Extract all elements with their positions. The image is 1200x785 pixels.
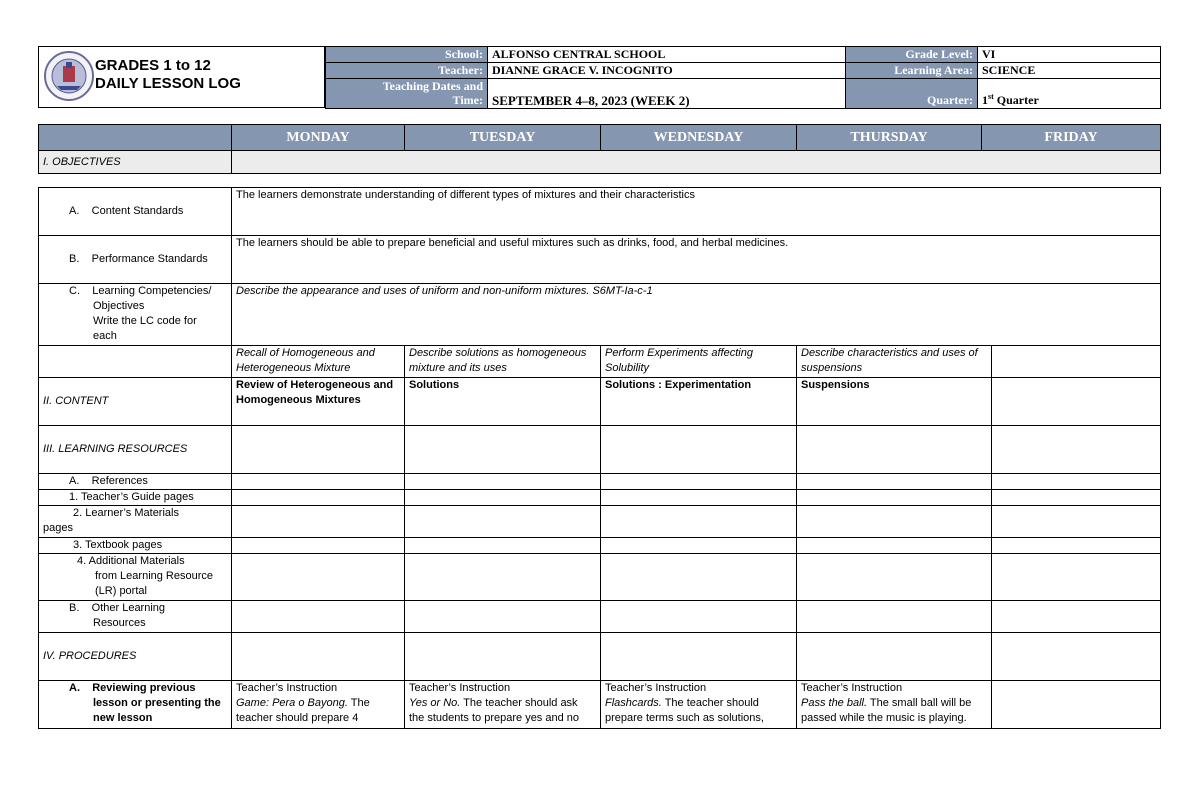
- teachers-guide-row: [39, 490, 1161, 506]
- content-label: II. CONTENT: [39, 378, 232, 426]
- reviewing-wednesday: Teacher’s Instruction Flashcards. The teacher should prepare terms such as solutions,: [601, 681, 797, 729]
- content-standards-text: The learners demonstrate understanding of different types of mixtures and their characteristics: [232, 188, 1161, 236]
- additional-materials-label: 4. Additional Materials from Learning Resource (LR) portal: [39, 554, 232, 601]
- objective-wednesday: Perform Experiments affecting Solubility: [601, 346, 797, 378]
- reviewing-thursday: Teacher’s Instruction Pass the ball. The small ball will be passed while the music is playing.: [797, 681, 992, 729]
- content-standards-row: [39, 188, 1161, 236]
- header-info-table: [325, 46, 1161, 109]
- title-line-2: DAILY LESSON LOG: [95, 75, 241, 92]
- title-block: [38, 46, 325, 108]
- learners-materials-row: [39, 506, 1161, 538]
- reviewing-friday: [992, 681, 1161, 729]
- competencies-label: C. Learning Competencies/ Objectives Write the LC code for each: [39, 284, 232, 346]
- objective-tuesday: Describe solutions as homogeneous mixture and its uses: [405, 346, 601, 378]
- day-wednesday: WEDNESDAY: [601, 125, 797, 151]
- quarter-label: Quarter:: [846, 79, 978, 109]
- dates-label: [326, 79, 488, 109]
- learning-area-label: Learning Area:: [846, 63, 978, 79]
- objective-monday: Recall of Homogeneous and Heterogeneous Mixture: [232, 346, 405, 378]
- daily-objectives-row: [39, 346, 1161, 378]
- school-label: School:: [326, 47, 488, 63]
- daily-objectives-label: [39, 346, 232, 378]
- content-row: [39, 378, 1161, 426]
- competencies-text: Describe the appearance and uses of uniform and non-uniform mixtures. S6MT-Ia-c-1: [232, 284, 1161, 346]
- objective-thursday: Describe characteristics and uses of suspensions: [797, 346, 992, 378]
- quarter-value: 1st Quarter: [978, 79, 1161, 109]
- learning-resources-label: III. LEARNING RESOURCES: [39, 426, 232, 474]
- dates-label-line-2: Time:: [452, 93, 483, 107]
- content-thursday: Suspensions: [797, 378, 992, 426]
- procedures-label: IV. PROCEDURES: [39, 633, 232, 681]
- competencies-row: [39, 284, 1161, 346]
- deped-seal-icon: [43, 50, 95, 102]
- other-resources-row: [39, 601, 1161, 633]
- procedures-row: [39, 633, 1161, 681]
- performance-standards-label: B. Performance Standards: [39, 236, 232, 284]
- day-header-table: [38, 124, 1161, 174]
- dates-value: SEPTEMBER 4–8, 2023 (WEEK 2): [488, 79, 846, 109]
- grade-level-label: Grade Level:: [846, 47, 978, 63]
- reviewing-tuesday: Teacher’s Instruction Yes or No. The teacher should ask the students to prepare yes and no: [405, 681, 601, 729]
- references-row: [39, 474, 1161, 490]
- content-friday: [992, 378, 1161, 426]
- day-thursday: THURSDAY: [797, 125, 982, 151]
- reviewing-monday: Teacher’s Instruction Game: Pera o Bayong. The teacher should prepare 4: [232, 681, 405, 729]
- teacher-value: DIANNE GRACE V. INCOGNITO: [488, 63, 846, 79]
- reviewing-row: [39, 681, 1161, 729]
- textbook-row: [39, 538, 1161, 554]
- day-header-blank: [39, 125, 232, 151]
- day-tuesday: TUESDAY: [405, 125, 601, 151]
- reviewing-label: A. Reviewing previous lesson or presenting the new lesson: [39, 681, 232, 729]
- learning-area-value: SCIENCE: [978, 63, 1161, 79]
- objectives-heading-fill: [232, 151, 1161, 174]
- lesson-log-table: [38, 187, 1161, 729]
- objective-friday: [992, 346, 1161, 378]
- content-tuesday: Solutions: [405, 378, 601, 426]
- content-standards-label: A. Content Standards: [39, 188, 232, 236]
- learning-resources-row: [39, 426, 1161, 474]
- references-label: A. References: [39, 474, 232, 490]
- title-line-1: GRADES 1 to 12: [95, 57, 211, 74]
- textbook-label: 3. Textbook pages: [39, 538, 232, 554]
- teachers-guide-label: 1. Teacher’s Guide pages: [39, 490, 232, 506]
- day-monday: MONDAY: [232, 125, 405, 151]
- content-monday: Review of Heterogeneous and Homogeneous Mixtures: [232, 378, 405, 426]
- objectives-heading: I. OBJECTIVES: [39, 151, 232, 174]
- performance-standards-text: The learners should be able to prepare beneficial and useful mixtures such as drinks, food, and herbal medicines.: [232, 236, 1161, 284]
- school-value: ALFONSO CENTRAL SCHOOL: [488, 47, 846, 63]
- additional-materials-row: [39, 554, 1161, 601]
- other-resources-label: B. Other Learning Resources: [39, 601, 232, 633]
- learners-materials-label: 2. Learner’s Materials pages: [39, 506, 232, 538]
- performance-standards-row: [39, 236, 1161, 284]
- grade-level-value: VI: [978, 47, 1161, 63]
- day-friday: FRIDAY: [982, 125, 1161, 151]
- content-wednesday: Solutions : Experimentation: [601, 378, 797, 426]
- teacher-label: Teacher:: [326, 63, 488, 79]
- dates-label-line-1: Teaching Dates and: [382, 79, 483, 93]
